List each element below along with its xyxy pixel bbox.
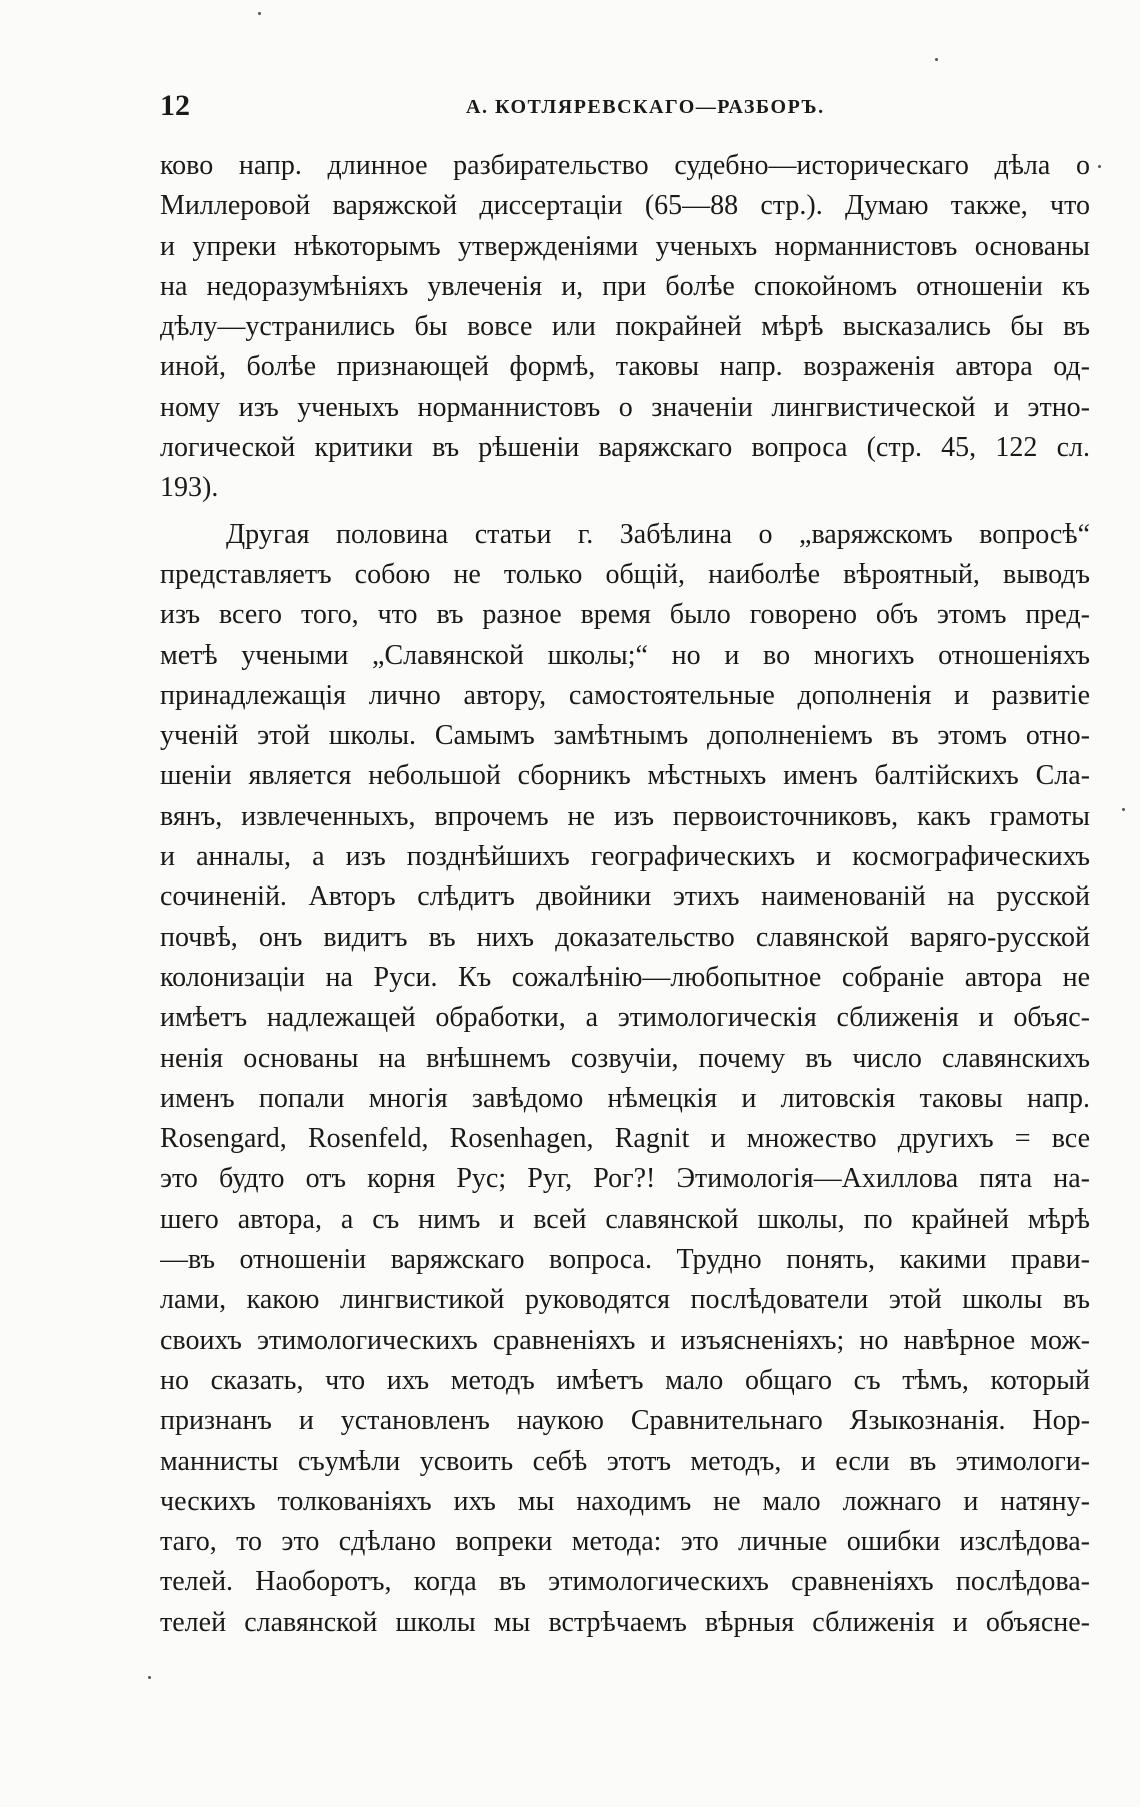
text-line: логической критики въ рѣшеніи варяжскаго вопроса (стр. 45, 122 сл.	[160, 432, 1090, 464]
text-line: маннисты съумѣли усвоить себѣ этотъ методъ, и если въ этимологи-	[160, 1445, 1090, 1477]
text-line: шего автора, а съ нимъ и всей славянской школы, по крайней мѣрѣ	[160, 1203, 1090, 1235]
text-line: шеніи является небольшой сборникъ мѣстныхъ именъ балтійскихъ Сла-	[160, 760, 1090, 792]
text-line: дѣлу—устранились бы вовсе или покрайней мѣрѣ высказались бы въ	[160, 311, 1090, 343]
page-number: 12	[160, 89, 190, 122]
paragraph-2	[160, 515, 1090, 1643]
text-line: именъ попали многія завѣдомо нѣмецкія и литовскія таковы напр.	[160, 1082, 1090, 1114]
text-line: —въ отношеніи варяжскаго вопроса. Трудно понять, какими прави-	[160, 1244, 1090, 1276]
text-line: изъ всего того, что въ разное время было говорено объ этомъ пред-	[160, 599, 1090, 631]
text-line: и упреки нѣкоторымъ утвержденіями ученыхъ норманнистовъ основаны	[160, 230, 1090, 262]
text-line: ческихъ толкованіяхъ ихъ мы находимъ не мало ложнаго и натяну-	[160, 1485, 1090, 1517]
body-text	[160, 146, 1090, 1643]
text-line: сочиненій. Авторъ слѣдитъ двойники этихъ наименованій на русской	[160, 881, 1090, 913]
text-line: но сказать, что ихъ методъ имѣетъ мало общаго съ тѣмъ, который	[160, 1364, 1090, 1396]
text-line: лами, какою лингвистикой руководятся послѣдователи этой школы въ	[160, 1284, 1090, 1316]
text-line: таго, то это сдѣлано вопреки метода: это личные ошибки изслѣдова-	[160, 1526, 1090, 1558]
print-speck	[935, 58, 938, 61]
text-line: Другая половина статьи г. Забѣлина о „варяжскомъ вопросѣ“	[226, 518, 1090, 550]
text-line: и анналы, а изъ позднѣйшихъ географическихъ и космографическихъ	[160, 841, 1090, 873]
print-speck	[148, 1676, 151, 1679]
text-line: на недоразумѣніяхъ увлеченія и, при болѣе спокойномъ отношеніи къ	[160, 270, 1090, 302]
text-line: признанъ и установленъ наукою Сравнительнаго Языкознанія. Нор-	[160, 1405, 1090, 1437]
text-line: ково напр. длинное разбирательство судебно—историческаго дѣла о	[160, 150, 1090, 181]
text-line: ненія основаны на внѣшнемъ созвучіи, почему въ число славянскихъ	[160, 1042, 1090, 1074]
text-line: представляетъ собою не только общій, наиболѣе вѣроятный, выводъ	[160, 558, 1090, 590]
text-line: имѣетъ надлежащей обработки, а этимологическія сближенія и объяс-	[160, 1002, 1090, 1034]
text-line: телей славянской школы мы встрѣчаемъ вѣрныя сближенія и объясне-	[160, 1606, 1090, 1638]
text-line: своихъ этимологическихъ сравненіяхъ и изъясненіяхъ; но навѣрное мож-	[160, 1324, 1090, 1356]
print-speck	[1098, 165, 1101, 168]
text-line: принадлежащія лично автору, самостоятельные дополненія и развитіе	[160, 679, 1090, 711]
text-line: это будто отъ корня Рус; Руг, Рог?! Этимологія—Ахиллова пята на-	[160, 1163, 1090, 1195]
text-line: почвѣ, онъ видитъ въ нихъ доказательство славянской варяго-русской	[160, 921, 1090, 953]
text-line: 193).	[160, 472, 219, 504]
running-head: А. КОТЛЯРЕВСКАГО—РАЗБОРЪ.	[466, 96, 825, 118]
paragraph-1	[160, 146, 1090, 509]
text-line: ученій этой школы. Самымъ замѣтнымъ дополненіемъ въ этомъ отно-	[160, 720, 1090, 752]
print-speck	[258, 12, 261, 15]
text-line: колонизаціи на Руси. Къ сожалѣнію—любопытное собраніе автора не	[160, 961, 1090, 993]
page-header	[160, 86, 1090, 126]
text-line: телей. Наоборотъ, когда въ этимологическихъ сравненіяхъ послѣдова-	[160, 1566, 1090, 1598]
text-line: метѣ учеными „Славянской школы;“ но и во многихъ отношеніяхъ	[160, 639, 1090, 671]
print-speck	[1122, 808, 1125, 811]
text-line: Миллеровой варяжской диссертаціи (65—88 стр.). Думаю также, что	[160, 190, 1090, 222]
text-line: иной, болѣе признающей формѣ, таковы напр. возраженія автора од-	[160, 351, 1090, 383]
text-line: ному изъ ученыхъ норманнистовъ о значеніи лингвистической и этно-	[160, 391, 1090, 423]
text-line: вянъ, извлеченныхъ, впрочемъ не изъ первоисточниковъ, какъ грамоты	[160, 800, 1090, 832]
text-line: Rosengard, Rosenfeld, Rosenhagen, Ragnit и множество другихъ = все	[160, 1123, 1090, 1155]
